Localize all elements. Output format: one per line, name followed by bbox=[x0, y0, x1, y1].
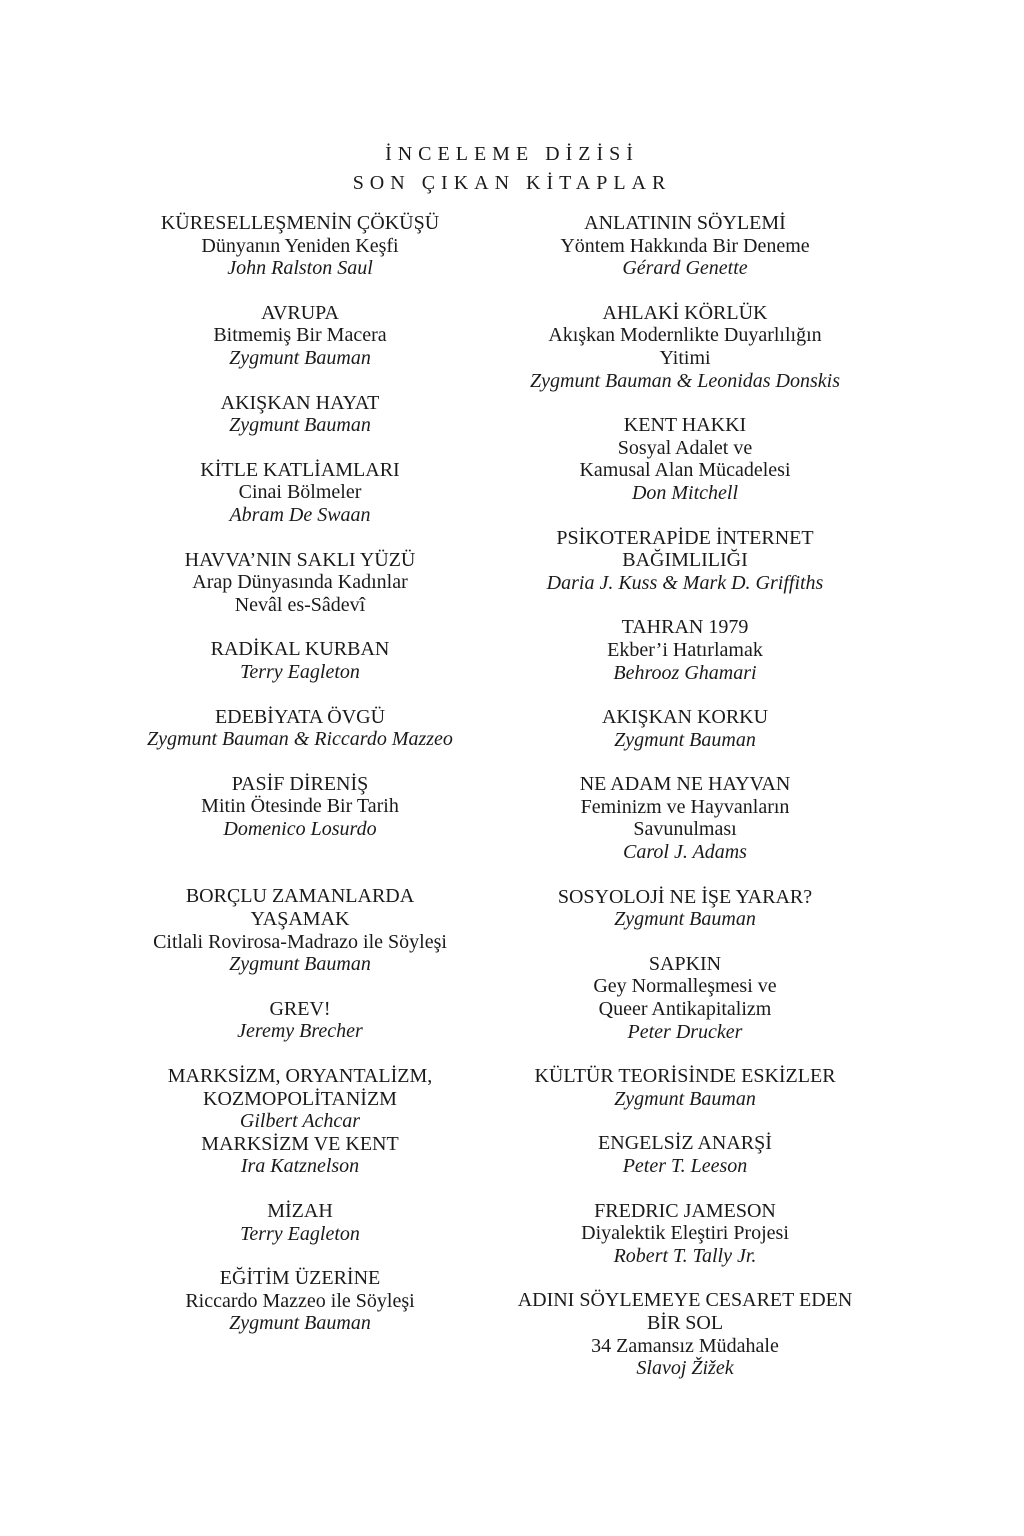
book-title: SOSYOLOJİ NE İŞE YARAR? bbox=[557, 885, 813, 908]
book-author: Behrooz Ghamari bbox=[613, 661, 757, 684]
book-entry bbox=[100, 638, 500, 683]
book-title: ADINI SÖYLEMEYE CESARET EDEN BİR SOL bbox=[517, 1289, 853, 1334]
book-entry bbox=[100, 549, 500, 617]
book-entry bbox=[100, 392, 500, 437]
book-title: KİTLE KATLİAMLARI bbox=[200, 458, 400, 481]
book-author: Robert T. Tally Jr. bbox=[613, 1244, 757, 1267]
book-author: Zygmunt Bauman bbox=[614, 908, 756, 931]
book-author: Don Mitchell bbox=[631, 481, 739, 504]
book-author: Domenico Losurdo bbox=[223, 817, 377, 840]
book-title: RADİKAL KURBAN bbox=[210, 638, 390, 661]
book-author: Gilbert Achcar bbox=[239, 1110, 361, 1133]
book-title: MARKSİZM, ORYANTALİZM, KOZMOPOLİTANİZM bbox=[167, 1065, 433, 1110]
book-entry bbox=[485, 1289, 885, 1379]
book-author: Zygmunt Bauman bbox=[614, 728, 756, 751]
book-entry bbox=[485, 1200, 885, 1268]
book-entry bbox=[100, 1267, 500, 1335]
book-subtitle: Yöntem Hakkında Bir Deneme bbox=[560, 234, 810, 257]
book-subtitle: Mitin Ötesinde Bir Tarih bbox=[201, 795, 399, 818]
book-entry bbox=[100, 1133, 500, 1178]
book-title: MİZAH bbox=[267, 1200, 333, 1222]
book-subtitle: Akışkan Modernlikte Duyarlılığın Yitimi bbox=[548, 324, 822, 369]
book-subtitle: Arap Dünyasında Kadınlar Nevâl es-Sâdevî bbox=[192, 571, 408, 616]
book-author: Abram De Swaan bbox=[229, 503, 371, 526]
book-author: Peter Drucker bbox=[627, 1020, 743, 1043]
book-entry bbox=[485, 302, 885, 392]
series-subtitle: SON ÇIKAN KİTAPLAR bbox=[352, 172, 672, 194]
book-entry bbox=[485, 212, 885, 280]
book-title: SAPKIN bbox=[648, 952, 722, 975]
book-entry bbox=[485, 953, 885, 1043]
book-title: EĞİTİM ÜZERİNE bbox=[219, 1267, 381, 1290]
book-subtitle: Dünyanın Yeniden Keşfi bbox=[201, 234, 399, 257]
book-entry bbox=[485, 773, 885, 863]
book-subtitle: Citlali Rovirosa-Madrazo ile Söyleşi bbox=[153, 930, 447, 953]
book-author: Carol J. Adams bbox=[623, 841, 747, 864]
book-entry bbox=[485, 527, 885, 595]
book-title: MARKSİZM VE KENT bbox=[201, 1132, 399, 1155]
book-title: ENGELSİZ ANARŞİ bbox=[598, 1132, 772, 1155]
right-column bbox=[485, 212, 885, 1402]
book-entry bbox=[485, 706, 885, 751]
left-column bbox=[100, 212, 500, 1357]
book-author: Terry Eagleton bbox=[240, 660, 360, 683]
book-title: TAHRAN 1979 bbox=[621, 616, 749, 639]
book-subtitle: Feminizm ve Hayvanların Savunulması bbox=[580, 795, 790, 841]
book-author: Jeremy Brecher bbox=[237, 1020, 363, 1043]
book-title: KÜLTÜR TEORİSİNDE ESKİZLER bbox=[534, 1065, 836, 1088]
book-author: Zygmunt Bauman bbox=[229, 1312, 371, 1335]
book-title: AKIŞKAN HAYAT bbox=[220, 391, 380, 414]
book-subtitle: Bitmemiş Bir Macera bbox=[213, 324, 387, 347]
book-title: NE ADAM NE HAYVAN bbox=[579, 773, 791, 796]
book-title: KÜRESELLEŞMENİN ÇÖKÜŞÜ bbox=[160, 212, 440, 234]
book-author: John Ralston Saul bbox=[227, 257, 373, 280]
book-title: ANLATININ SÖYLEMİ bbox=[584, 212, 786, 234]
book-subtitle: Riccardo Mazzeo ile Söyleşi bbox=[185, 1289, 415, 1312]
book-author: Zygmunt Bauman & Riccardo Mazzeo bbox=[147, 728, 453, 751]
book-author: Zygmunt Bauman bbox=[229, 953, 371, 976]
book-entry bbox=[100, 998, 500, 1043]
book-author: Ira Katznelson bbox=[240, 1155, 360, 1178]
book-entry bbox=[485, 1132, 885, 1177]
book-subtitle: Gey Normalleşmesi ve Queer Antikapitalizm bbox=[593, 975, 777, 1021]
book-entry bbox=[100, 885, 500, 975]
book-entry bbox=[100, 302, 500, 370]
book-author: Terry Eagleton bbox=[240, 1222, 360, 1245]
book-subtitle: Sosyal Adalet ve Kamusal Alan Mücadelesi bbox=[579, 436, 791, 482]
book-title: AKIŞKAN KORKU bbox=[601, 706, 769, 729]
book-title: FREDRIC JAMESON bbox=[594, 1199, 776, 1222]
book-entry bbox=[100, 212, 500, 280]
book-title: HAVVA’NIN SAKLI YÜZÜ bbox=[184, 548, 416, 571]
book-entry bbox=[485, 414, 885, 504]
book-entry bbox=[100, 1065, 500, 1133]
book-title: PSİKOTERAPİDE İNTERNET BAĞIMLILIĞI bbox=[556, 526, 814, 572]
book-entry bbox=[100, 706, 500, 751]
book-author: Zygmunt Bauman bbox=[229, 346, 371, 369]
book-author: Gérard Genette bbox=[622, 257, 748, 280]
book-subtitle: Cinai Bölmeler bbox=[238, 481, 362, 504]
book-subtitle: Ekber’i Hatırlamak bbox=[607, 638, 763, 661]
book-title: BORÇLU ZAMANLARDA YAŞAMAK bbox=[185, 885, 415, 931]
book-title: KENT HAKKI bbox=[623, 414, 747, 437]
book-entry bbox=[100, 773, 500, 841]
book-title: GREV! bbox=[269, 997, 331, 1020]
book-entry bbox=[100, 459, 500, 527]
series-header bbox=[0, 140, 1024, 198]
book-entry bbox=[100, 1200, 500, 1245]
book-title: PASİF DİRENİŞ bbox=[231, 772, 369, 795]
book-entry bbox=[485, 1065, 885, 1110]
series-title: İNCELEME DİZİSİ bbox=[385, 143, 639, 165]
book-subtitle: 34 Zamansız Müdahale bbox=[591, 1334, 779, 1357]
book-title: EDEBİYATA ÖVGÜ bbox=[214, 705, 386, 728]
book-entry bbox=[485, 886, 885, 931]
book-author: Zygmunt Bauman bbox=[229, 414, 371, 437]
book-subtitle: Diyalektik Eleştiri Projesi bbox=[581, 1222, 789, 1245]
book-title: AHLAKİ KÖRLÜK bbox=[602, 301, 768, 324]
book-entry bbox=[485, 616, 885, 684]
book-author: Slavoj Žižek bbox=[636, 1357, 734, 1380]
book-author: Zygmunt Bauman & Leonidas Donskis bbox=[530, 369, 840, 392]
book-author: Zygmunt Bauman bbox=[614, 1087, 756, 1110]
book-author: Daria J. Kuss & Mark D. Griffiths bbox=[546, 571, 824, 594]
book-author: Peter T. Leeson bbox=[622, 1155, 748, 1177]
book-title: AVRUPA bbox=[261, 301, 339, 324]
